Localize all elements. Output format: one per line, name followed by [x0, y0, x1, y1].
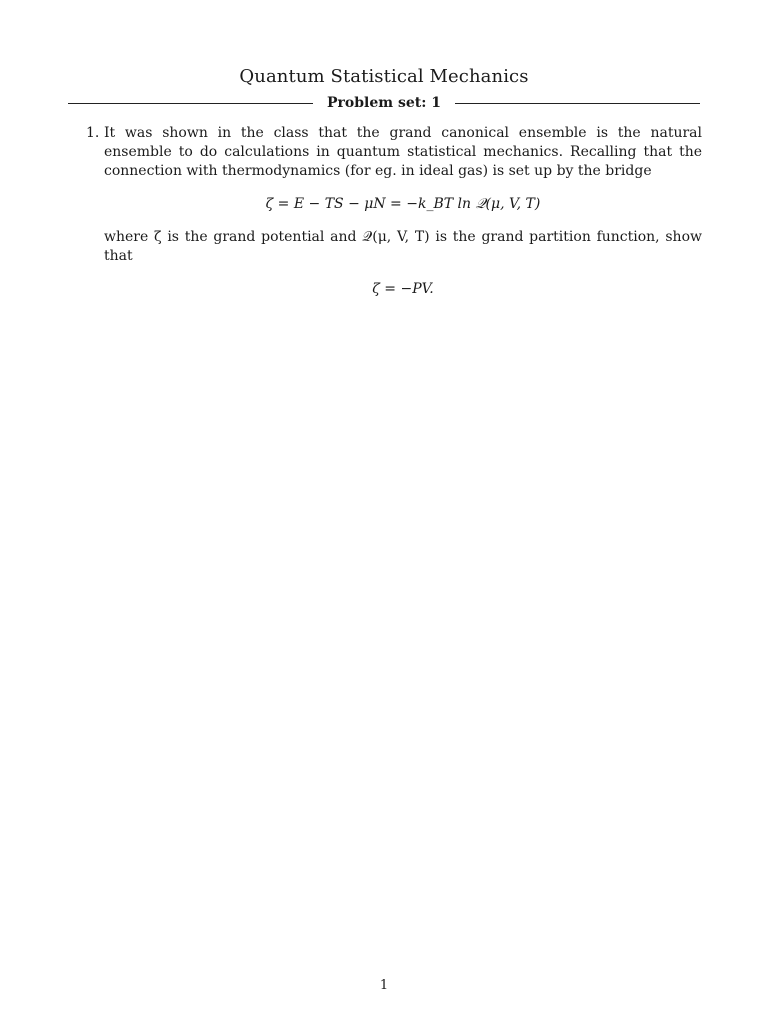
- problem-middle: where ζ is the grand potential and 𝒬(μ, V, T) is the grand partition function, show that: [104, 229, 702, 264]
- result-equation: ζ = −PV.: [372, 281, 434, 297]
- document-title: Quantum Statistical Mechanics: [239, 66, 529, 87]
- problem-intro: It was shown in the class that the grand canonical ensemble is the natural ensemble to do calculations in quantum statistical mechanics. Recalling that the connection with thermodynamics (for eg. in ideal gas) is set up by the bridge: [104, 125, 702, 179]
- problem-set-label: Problem set: 1: [327, 95, 441, 111]
- problem-number: 1.: [86, 125, 100, 141]
- left-rule: [68, 103, 313, 104]
- problem-body: [104, 124, 702, 299]
- right-rule: [455, 103, 700, 104]
- subtitle-row: [68, 93, 700, 113]
- problem-item: [86, 124, 702, 313]
- page-number: 1: [379, 978, 389, 993]
- bridge-equation: ζ = E − TS − μN = −k_BT ln 𝒬(μ, V, T): [265, 196, 541, 212]
